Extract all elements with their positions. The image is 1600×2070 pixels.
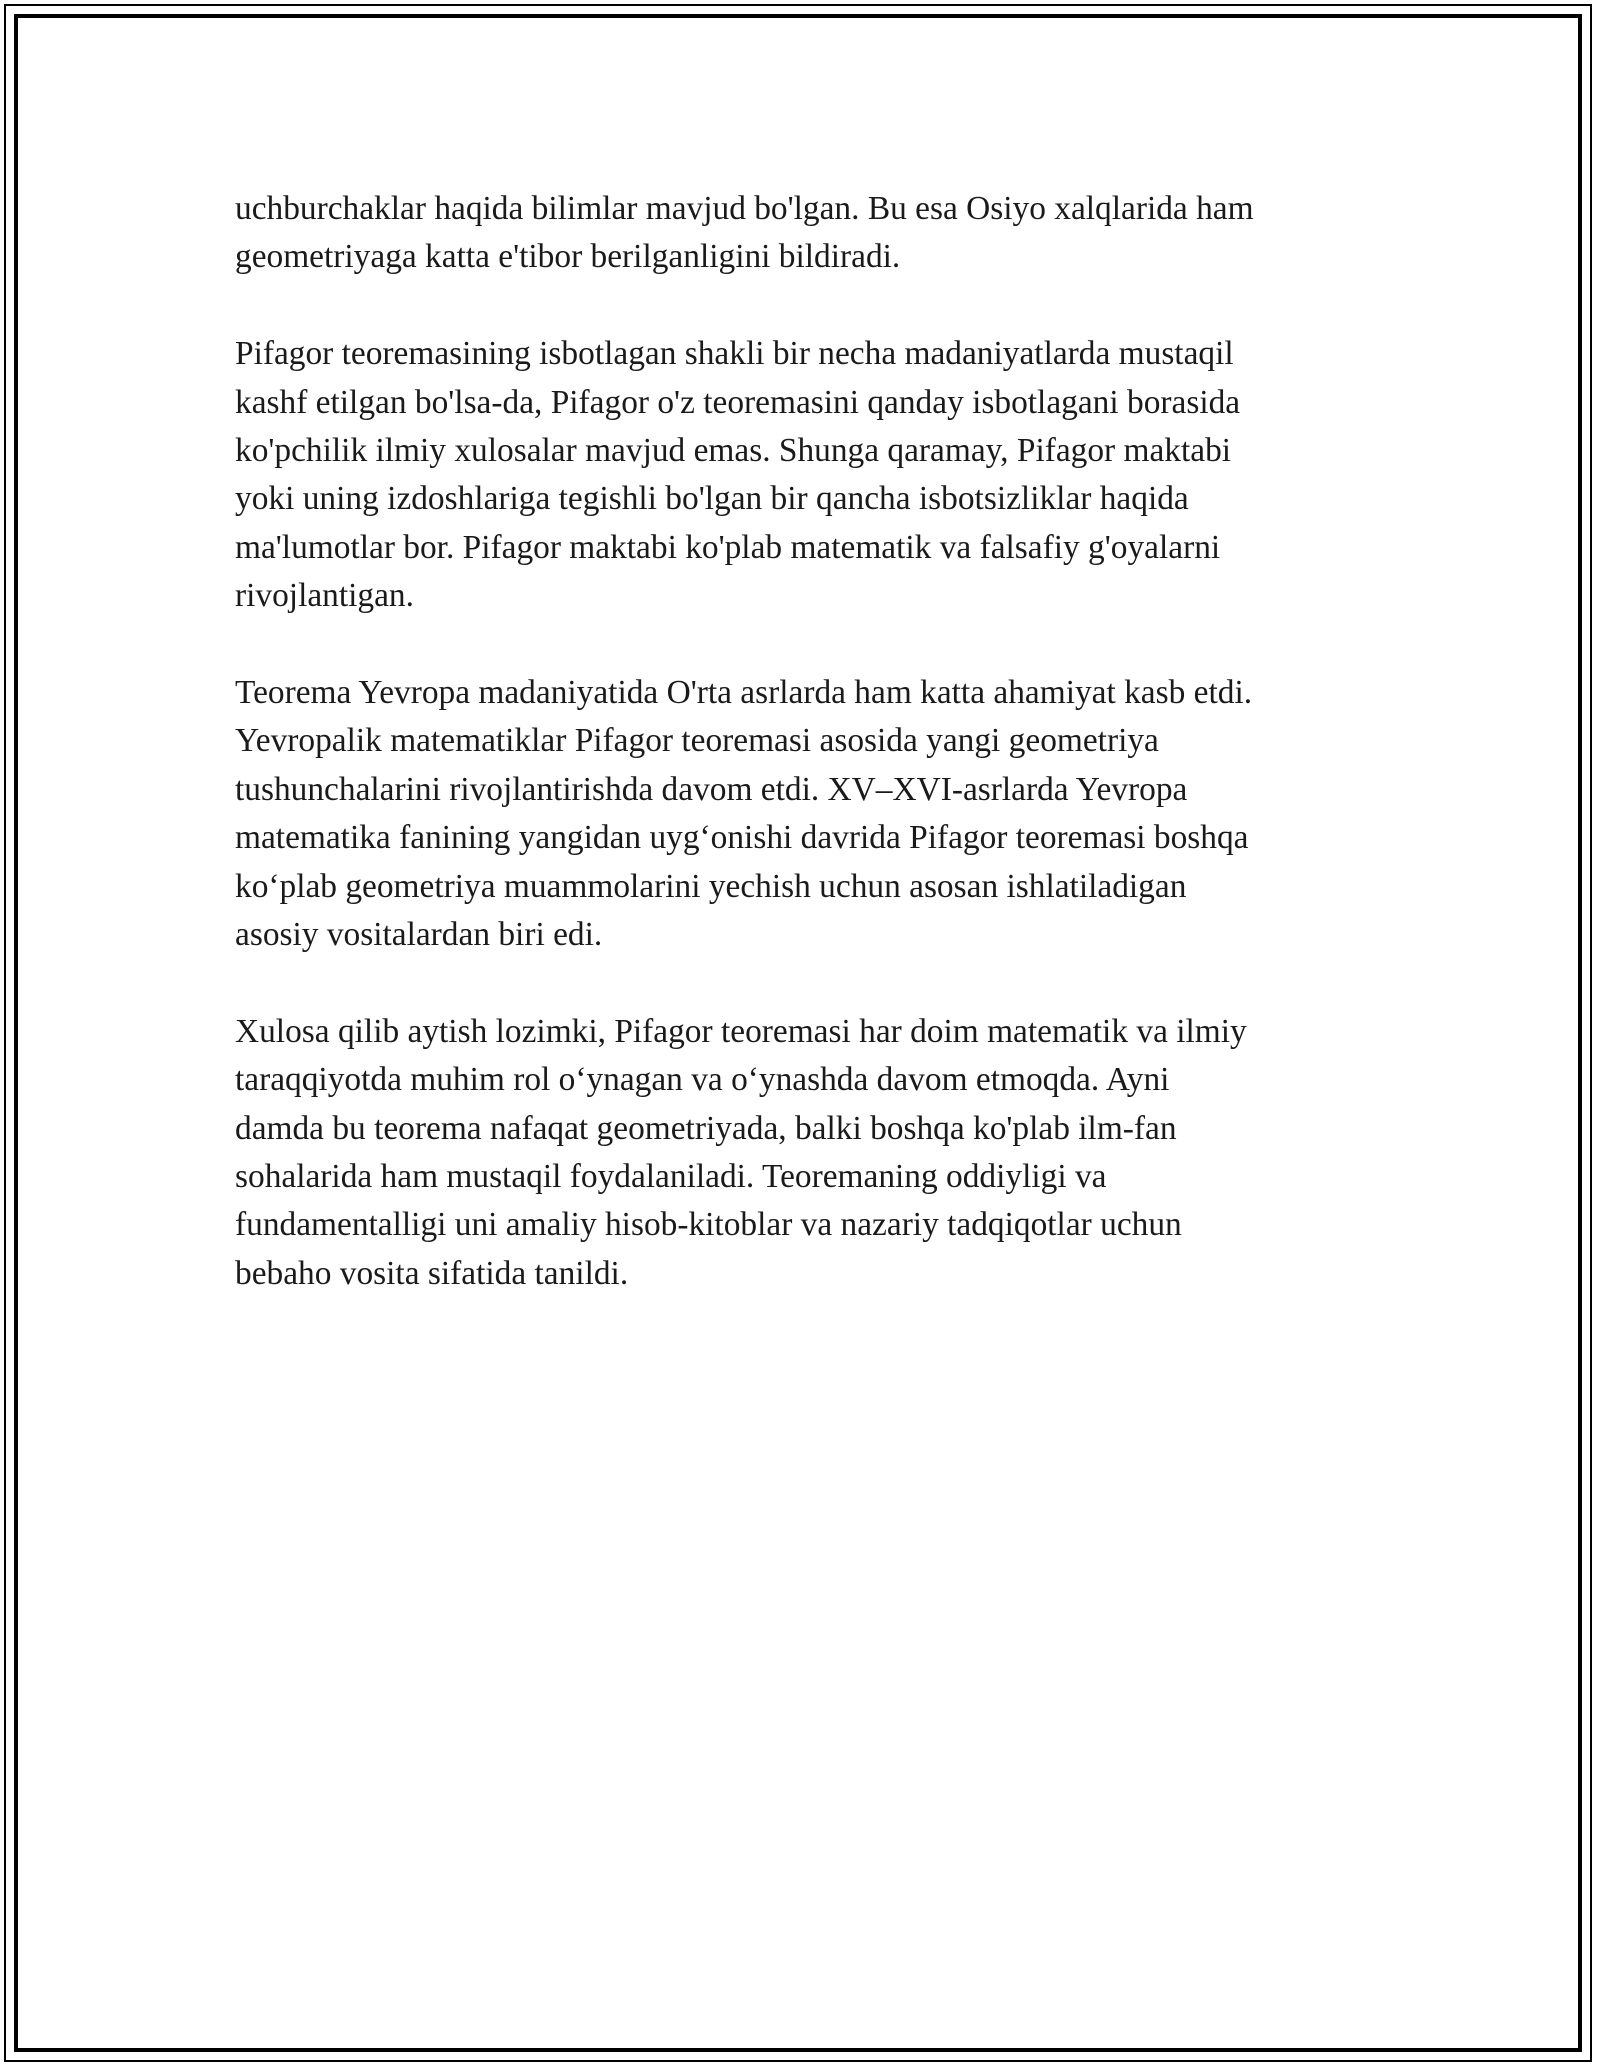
text-line: kashf etilgan bo'lsa-da, Pifagor o'z teoremasini qanday isbotlagani borasida: [235, 383, 1241, 421]
paragraph-1: [235, 185, 1380, 282]
text-line: fundamentalligi uni amaliy hisob-kitoblar va nazariy tadqiqotlar uchun: [235, 1206, 1182, 1244]
text-line: rivojlantigan.: [235, 577, 414, 615]
text-line: damda bu teorema nafaqat geometriyada, balki boshqa ko'plab ilm-fan: [235, 1109, 1177, 1147]
text-line: yoki uning izdoshlariga tegishli bo'lgan bir qancha isbotsizliklar haqida: [235, 480, 1189, 518]
text-line: matematika fanining yangidan uyg‘onishi davrida Pifagor teoremasi boshqa: [235, 819, 1249, 857]
document-body: [235, 185, 1380, 1347]
text-line: Yevropalik matematiklar Pifagor teoremasi asosida yangi geometriya: [235, 722, 1159, 760]
paragraph-4: [235, 1008, 1380, 1298]
text-line: bebaho vosita sifatida tanildi.: [235, 1254, 629, 1292]
text-line: ko'pchilik ilmiy xulosalar mavjud emas. Shunga qaramay, Pifagor maktabi: [235, 432, 1232, 470]
text-line: ma'lumotlar bor. Pifagor maktabi ko'plab matematik va falsafiy g'oyalarni: [235, 528, 1221, 566]
text-line: taraqqiyotda muhim rol o‘ynagan va o‘ynashda davom etmoqda. Ayni: [235, 1061, 1170, 1099]
text-line: Teorema Yevropa madaniyatida O'rta asrlarda ham katta ahamiyat kasb etdi.: [235, 674, 1253, 712]
text-line: sohalarida ham mustaqil foydalaniladi. Teoremaning oddiyligi va: [235, 1158, 1107, 1196]
text-line: Xulosa qilib aytish lozimki, Pifagor teoremasi har doim matematik va ilmiy: [235, 1012, 1247, 1050]
text-line: Pifagor teoremasining isbotlagan shakli bir necha madaniyatlarda mustaqil: [235, 335, 1234, 373]
paragraph-2: [235, 330, 1380, 620]
text-line: uchburchaklar haqida bilimlar mavjud bo'lgan. Bu esa Osiyo xalqlarida ham: [235, 190, 1254, 227]
text-line: tushunchalarini rivojlantirishda davom etdi. XV–XVI-asrlarda Yevropa: [235, 770, 1188, 808]
paragraph-3: [235, 669, 1380, 959]
text-line: ko‘plab geometriya muammolarini yechish uchun asosan ishlatiladigan: [235, 867, 1187, 905]
text-line: asosiy vositalardan biri edi.: [235, 916, 603, 954]
text-line: geometriyaga katta e'tibor berilganligini bildiradi.: [235, 238, 901, 276]
